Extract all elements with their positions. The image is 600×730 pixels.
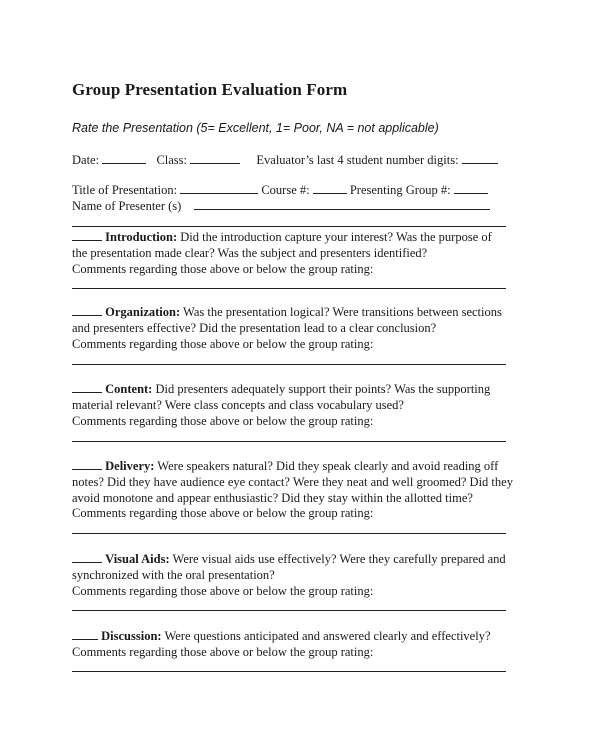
- presenter-row: [72, 198, 490, 214]
- title-of-presentation-label: Title of Presentation:: [72, 183, 178, 197]
- introduction-comments-label: Comments regarding those above or below the group rating:: [72, 261, 374, 276]
- course-label: Course #:: [261, 183, 310, 197]
- section-visual-aids: [72, 551, 542, 599]
- introduction-comments-line[interactable]: [72, 288, 506, 289]
- title-of-presentation-field[interactable]: [180, 182, 258, 194]
- visual-aids-comments-line[interactable]: [72, 610, 506, 611]
- organization-comments-label: Comments regarding those above or below the group rating:: [72, 336, 374, 351]
- introduction-heading: Introduction:: [105, 230, 178, 244]
- introduction-text-1: Did the introduction capture your interest? Was the purpose of: [177, 230, 492, 244]
- visual-aids-text-1: Were visual aids use effectively? Were they carefully prepared and: [169, 552, 506, 566]
- date-label: Date:: [72, 153, 100, 167]
- visual-aids-heading: Visual Aids:: [105, 552, 170, 566]
- presenter-label: Name of Presenter (s): [72, 199, 182, 213]
- form-title: Group Presentation Evaluation Form: [72, 80, 348, 99]
- introduction-rating-field[interactable]: [72, 229, 102, 241]
- section-organization: [72, 304, 542, 352]
- delivery-comments-label: Comments regarding those above or below the group rating:: [72, 506, 374, 521]
- visual-aids-text-2: synchronized with the oral presentation?: [72, 567, 275, 582]
- content-rating-field[interactable]: [72, 381, 102, 393]
- section-delivery: [72, 458, 542, 522]
- delivery-comments-line[interactable]: [72, 533, 506, 534]
- content-text-1: Did presenters adequately support their points? Was the supporting: [152, 382, 491, 396]
- content-comments-label: Comments regarding those above or below the group rating:: [72, 413, 374, 428]
- delivery-text-3: avoid monotone and appear enthusiastic? Did they stay within the allotted time?: [72, 490, 473, 505]
- section-content: [72, 381, 542, 429]
- organization-heading: Organization:: [105, 305, 181, 319]
- visual-aids-comments-label: Comments regarding those above or below the group rating:: [72, 583, 374, 598]
- presenter-extra-line[interactable]: [72, 226, 506, 227]
- discussion-text-1: Were questions anticipated and answered clearly and effectively?: [161, 629, 491, 643]
- content-text-2: material relevant? Were class concepts and class vocabulary used?: [72, 397, 404, 412]
- date-field[interactable]: [102, 152, 146, 164]
- discussion-comments-label: Comments regarding those above or below the group rating:: [72, 644, 374, 659]
- class-label: Class:: [156, 153, 188, 167]
- discussion-comments-line[interactable]: [72, 671, 506, 672]
- discussion-heading: Discussion:: [101, 629, 162, 643]
- organization-rating-field[interactable]: [72, 304, 102, 316]
- presenter-field[interactable]: [194, 198, 490, 210]
- content-comments-line[interactable]: [72, 441, 506, 442]
- delivery-text-2: notes? Did they have audience eye contact? Were they neat and well groomed? Did they: [72, 474, 513, 489]
- evaluator-label: Evaluator’s last 4 student number digits:: [256, 153, 459, 167]
- delivery-heading: Delivery:: [105, 459, 155, 473]
- organization-text-2: and presenters effective? Did the presentation lead to a clear conclusion?: [72, 320, 437, 335]
- course-field[interactable]: [313, 182, 347, 194]
- discussion-rating-field[interactable]: [72, 628, 98, 640]
- class-field[interactable]: [190, 152, 240, 164]
- content-heading: Content:: [105, 382, 153, 396]
- delivery-text-1: Were speakers natural? Did they speak clearly and avoid reading off: [154, 459, 499, 473]
- title-course-row: [72, 182, 488, 198]
- presenting-group-label: Presenting Group #:: [349, 183, 451, 197]
- rating-instructions: Rate the Presentation (5= Excellent, 1= Poor, NA = not applicable): [72, 121, 439, 135]
- organization-comments-line[interactable]: [72, 364, 506, 365]
- presenting-group-field[interactable]: [454, 182, 488, 194]
- section-discussion: [72, 628, 542, 661]
- date-class-row: [72, 152, 498, 168]
- evaluator-digits-field[interactable]: [462, 152, 498, 164]
- section-introduction: [72, 229, 542, 277]
- visual-aids-rating-field[interactable]: [72, 551, 102, 563]
- organization-text-1: Was the presentation logical? Were transitions between sections: [180, 305, 502, 319]
- delivery-rating-field[interactable]: [72, 458, 102, 470]
- introduction-text-2: the presentation made clear? Was the subject and presenters identified?: [72, 245, 428, 260]
